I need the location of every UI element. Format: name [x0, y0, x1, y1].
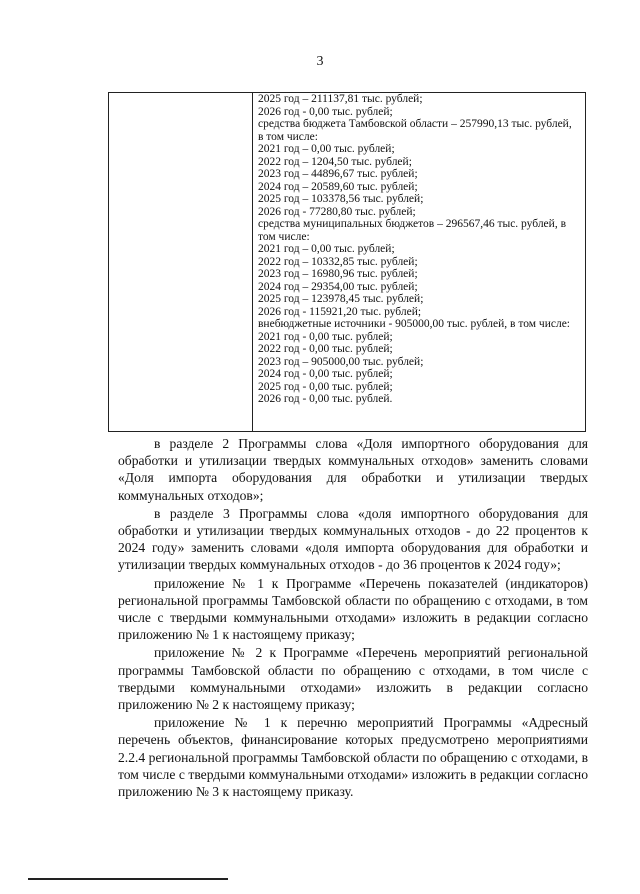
paragraph: приложение № 1 к перечню мероприятий Программы «Адресный перечень объектов, финансирование которых предусмотрено мероприятиями 2.2.4 региональной программы Тамбовской области по обращению с отходами, в том числе с твердыми коммунальными отходами» изложить в редакции согласно приложению № 3 к настоящему приказу. [118, 715, 588, 800]
table-column-divider [252, 93, 253, 431]
table-line: 2021 год – 0,00 тыс. рублей; [258, 143, 395, 155]
paragraph: приложение № 1 к Программе «Перечень показателей (индикаторов) региональной программы Тамбовской области по обращению с отходами, в том числе с твердыми коммунальными отходами» изложить в редакции согласно приложению № 1 к настоящему приказу; [118, 575, 588, 643]
paragraph: в разделе 2 Программы слова «Доля импортного оборудования для обработки и утилизации твердых коммунальных отходов» заменить словами «Доля импорта оборудования для обработки и утилизации твердых коммунальных отходов»; [118, 436, 588, 503]
table-line: 2022 год - 0,00 тыс. рублей; [258, 343, 393, 355]
page-number: 3 [316, 54, 324, 69]
table-line: 2025 год - 0,00 тыс. рублей; [258, 380, 393, 393]
table-line: 2026 год - 0,00 тыс. рублей; [258, 105, 393, 118]
table-line: 2026 год - 77280,80 тыс. рублей; [258, 205, 416, 218]
table-line: внебюджетные источники - 905000,00 тыс. рублей, в том числе: [258, 318, 570, 330]
table-line: 2023 год – 905000,00 тыс. рублей; [258, 355, 424, 368]
table-line: 2021 год - 0,00 тыс. рублей; [258, 330, 393, 343]
table-line: том числе: [258, 230, 310, 243]
table-line: 2022 год – 1204,50 тыс. рублей; [258, 155, 412, 168]
table-line: 2023 год – 44896,67 тыс. рублей; [258, 168, 418, 180]
table-line: 2026 год - 0,00 тыс. рублей. [258, 393, 393, 405]
budget-table [108, 92, 586, 432]
budget-table-cell [258, 93, 581, 406]
table-line: 2026 год - 115921,20 тыс. рублей; [258, 305, 422, 318]
table-line: 2024 год – 29354,00 тыс. рублей; [258, 280, 418, 293]
paragraph: приложение № 2 к Программе «Перечень мероприятий региональной программы Тамбовской области по обращению с отходами, в том числе с твердыми коммунальными отходами» изложить в редакции согласно приложению № 2 к настоящему приказу; [118, 645, 588, 713]
paragraph: в разделе 3 Программы слова «доля импортного оборудования для обработки и утилизации твердых коммунальных отходов - до 22 процентов к 2024 году» заменить словами «доля импорта оборудования для обработки и утилизации твердых коммунальных отходов - до 36 процентов к 2024 году»; [118, 505, 588, 573]
table-line: средства муниципальных бюджетов – 296567,46 тыс. рублей, в [258, 218, 566, 230]
table-line: 2023 год – 16980,96 тыс. рублей; [258, 268, 418, 280]
table-line: 2022 год – 10332,85 тыс. рублей; [258, 255, 418, 268]
table-line: 2025 год – 103378,56 тыс. рублей; [258, 193, 424, 205]
table-line: 2025 год – 211137,81 тыс. рублей; [258, 93, 423, 105]
table-line: 2024 год – 20589,60 тыс. рублей; [258, 180, 418, 193]
body-text [118, 435, 588, 801]
table-line: 2024 год - 0,00 тыс. рублей; [258, 368, 393, 380]
table-line: средства бюджета Тамбовской области – 257990,13 тыс. рублей, [258, 118, 572, 130]
table-line: в том числе: [258, 130, 318, 143]
table-line: 2025 год – 123978,45 тыс. рублей; [258, 293, 424, 305]
footer-rule [28, 878, 228, 880]
table-line: 2021 год – 0,00 тыс. рублей; [258, 243, 395, 255]
